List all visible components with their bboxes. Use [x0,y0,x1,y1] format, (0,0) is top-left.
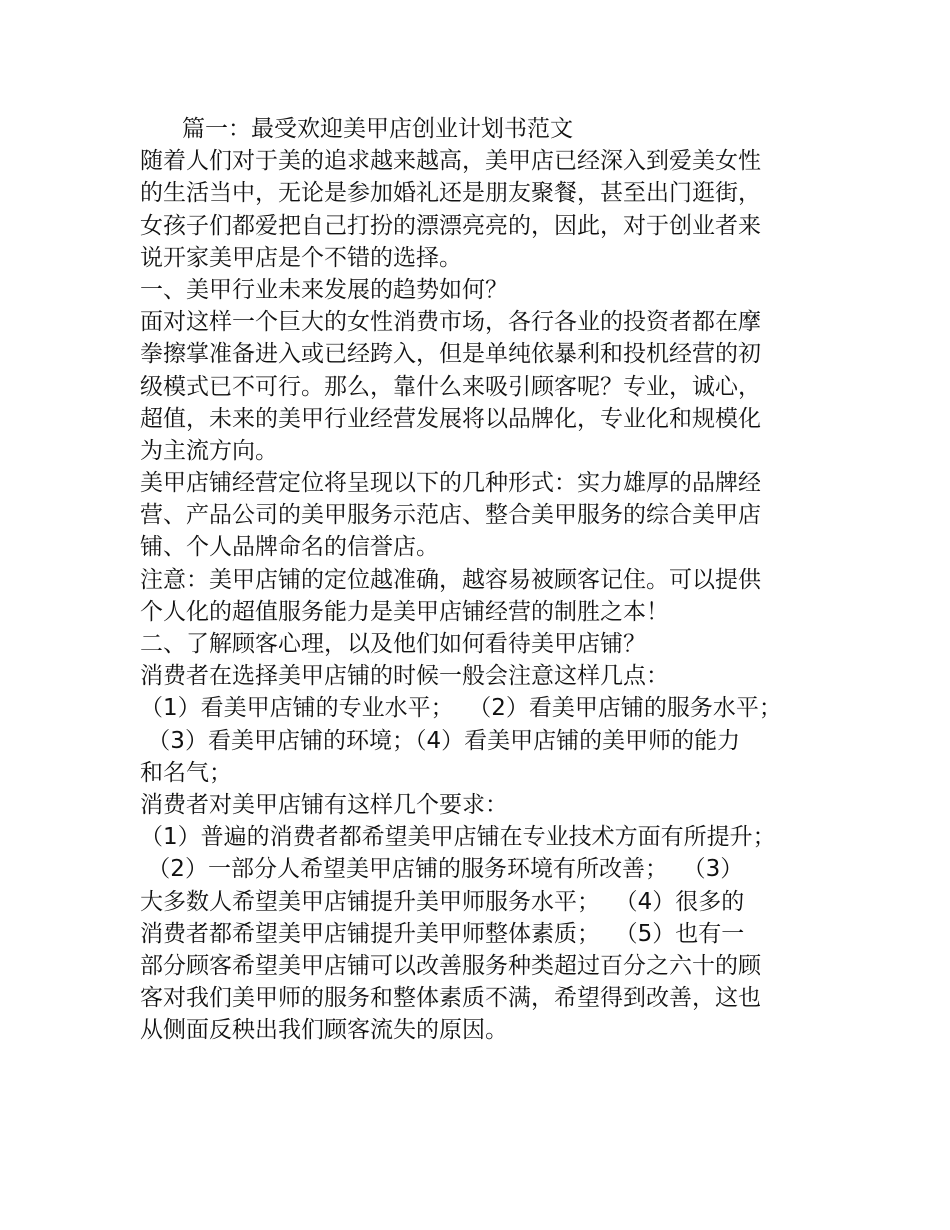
text-line: 客对我们美甲师的服务和整体素质不满，希望得到改善，这也 [140,985,761,1012]
text-line: 部分顾客希望美甲店铺可以改善服务种类超过百分之六十的顾 [140,952,761,979]
text-line: （1）看美甲店铺的专业水平； （2）看美甲店铺的服务水平； [140,695,782,722]
text-line: 消费者在选择美甲店铺的时候一般会注意这样几点： [140,663,669,690]
document-body [140,113,820,1046]
text-line: 大多数人希望美甲店铺提升美甲师服务水平； （4）很多的 [140,888,745,915]
text-line: 随着人们对于美的追求越来越高，美甲店已经深入到爱美女性 [140,148,761,175]
section-heading: 二、了解顾客心理，以及他们如何看待美甲店铺？ [140,631,646,657]
text-line: 铺、个人品牌命名的信誉店。 [140,534,439,561]
text-line: 超值，未来的美甲行业经营发展将以品牌化，专业化和规模化 [140,405,761,432]
text-line: 注意：美甲店铺的定位越准确，越容易被顾客记住。可以提供 [140,566,761,593]
text-line: 个人化的超值服务能力是美甲店铺经营的制胜之本！ [140,598,669,625]
text-line: 和名气； [140,759,232,786]
section-heading: 一、美甲行业未来发展的趋势如何？ [140,276,508,303]
text-line: 从侧面反秧出我们顾客流失的原因。 [140,1017,508,1044]
text-line: 拳擦掌准备进入或已经跨入，但是单纯依暴利和投机经营的初 [140,341,761,368]
text-line: 消费者对美甲店铺有这样几个要求： [140,791,508,818]
text-line: （1）普遍的消费者都希望美甲店铺在专业技术方面有所提升； [140,824,776,851]
text-line: 美甲店铺经营定位将呈现以下的几种形式：实力雄厚的品牌经 [140,470,761,497]
text-line: 女孩子们都爱把自己打扮的漂漂亮亮的，因此，对于创业者来 [140,212,761,239]
text-line: 面对这样一个巨大的女性消费市场，各行各业的投资者都在摩 [140,309,761,336]
text-line: 消费者都希望美甲店铺提升美甲师整体素质； （5）也有一 [140,920,745,947]
text-line: （3）看美甲店铺的环境；（4）看美甲店铺的美甲师的能力 [140,727,741,754]
text-line: 营、产品公司的美甲服务示范店、整合美甲服务的综合美甲店 [140,502,761,529]
document-title: 篇一：最受欢迎美甲店创业计划书范文 [182,116,573,142]
text-line: 为主流方向。 [140,437,278,464]
text-line: 的生活当中，无论是参加婚礼还是朋友聚餐，甚至出门逛街， [140,180,761,207]
text-line: 说开家美甲店是个不错的选择。 [140,244,462,271]
text-line: 级模式已不可行。那么，靠什么来吸引顾客呢？专业，诚心， [140,373,761,400]
text-line: （2）一部分人希望美甲店铺的服务环境有所改善； （3） [140,856,744,883]
